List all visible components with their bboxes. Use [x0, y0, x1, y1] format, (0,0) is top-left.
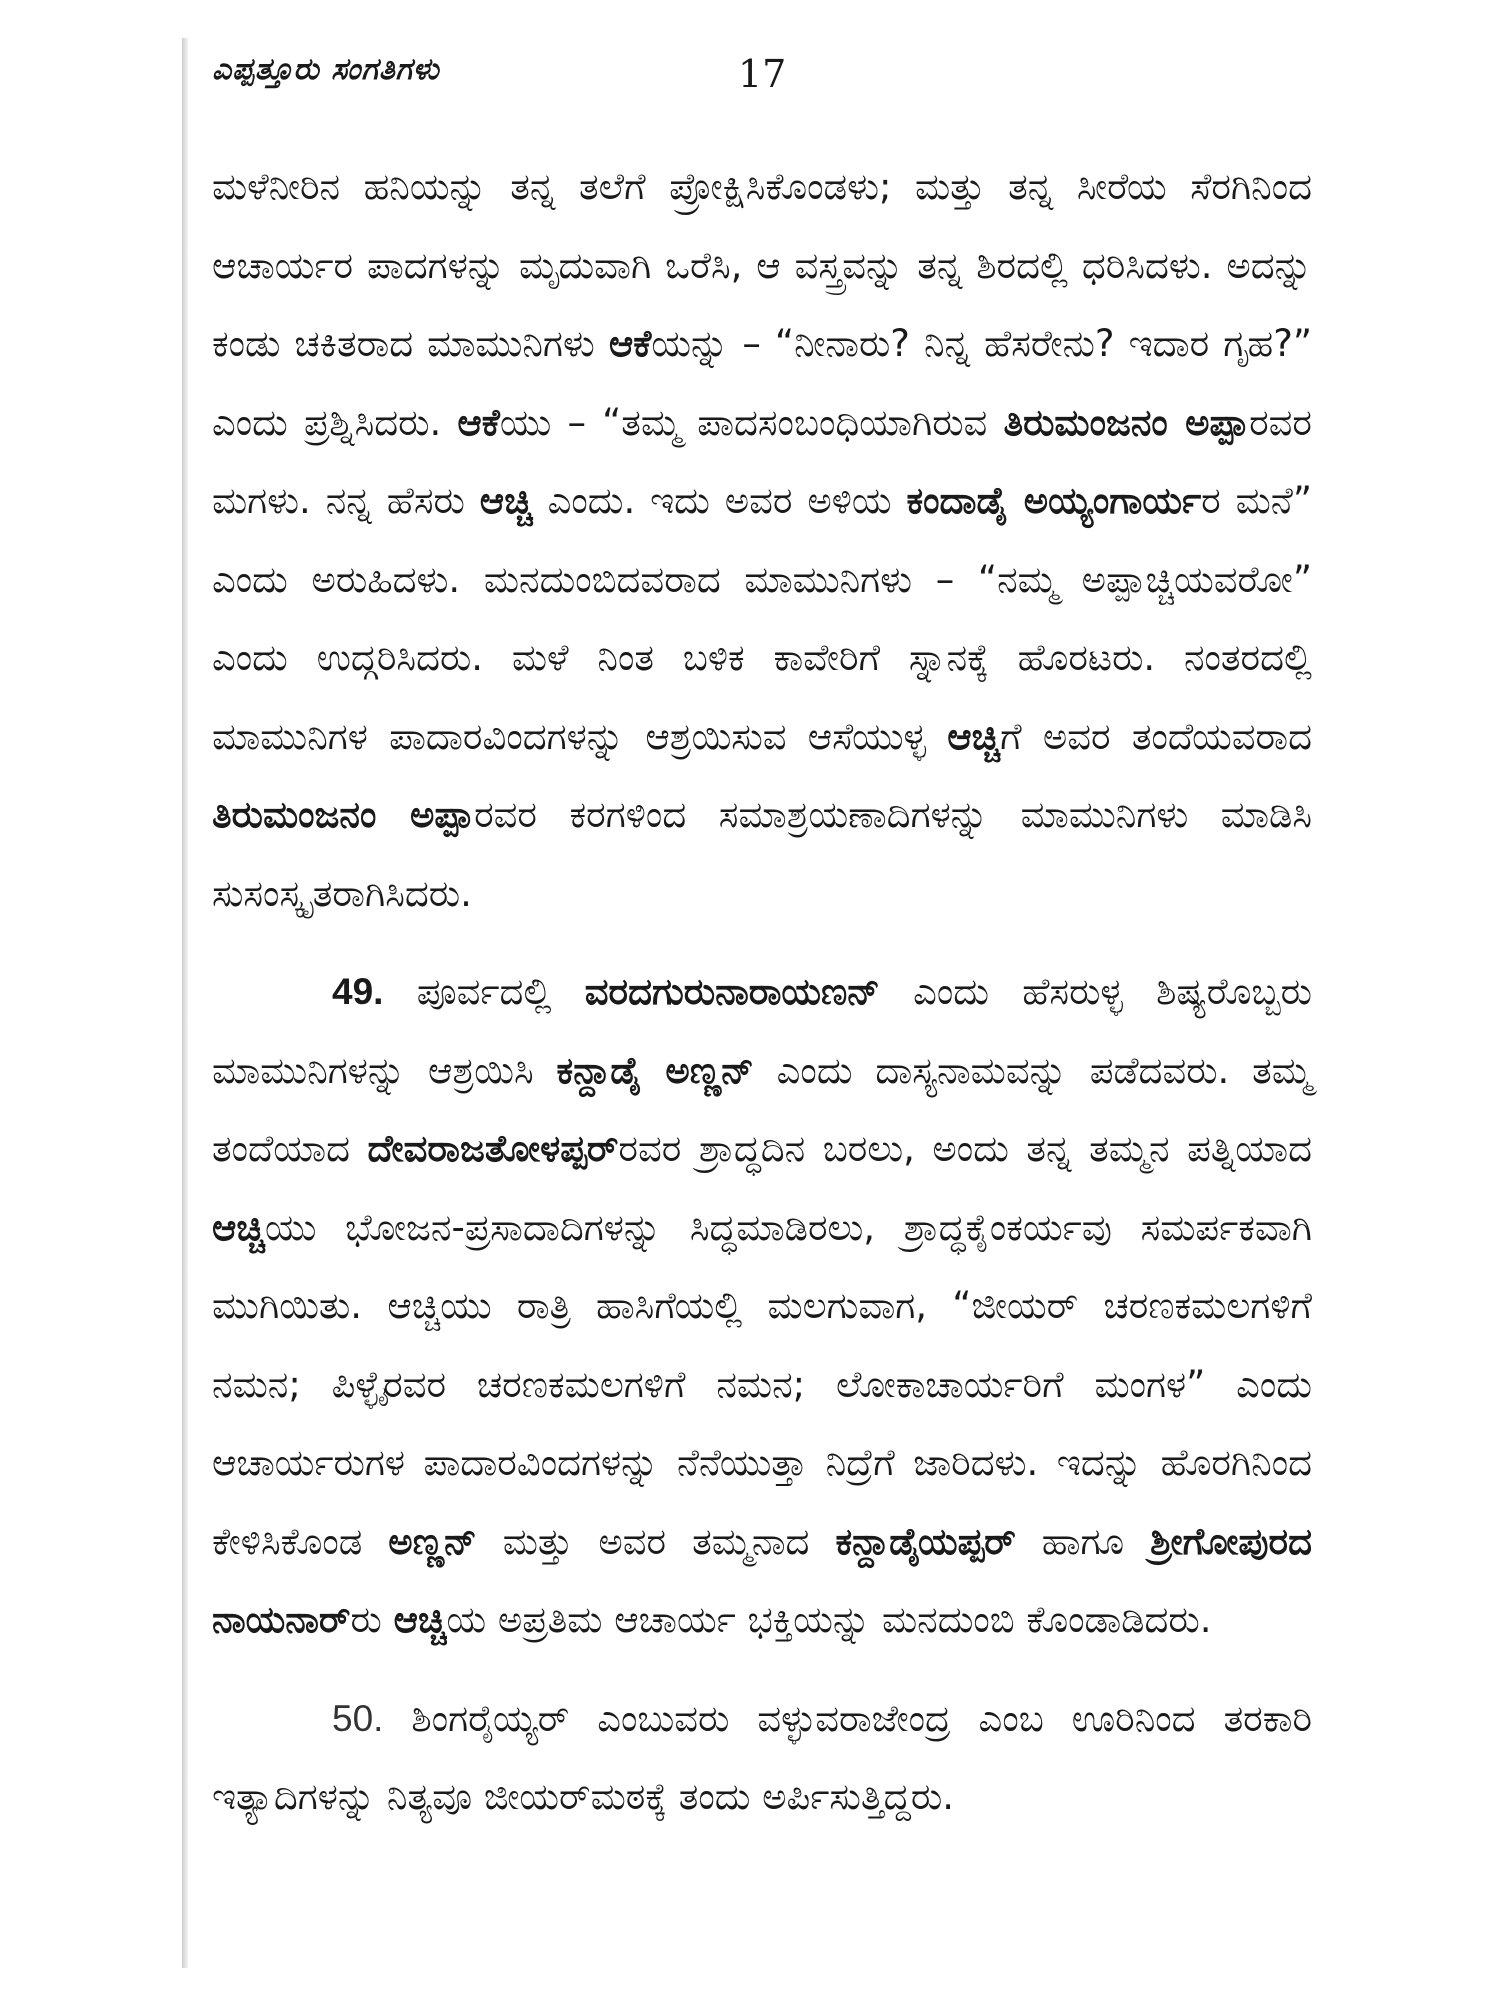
text-run: ಯು – “ತಮ್ಮ ಪಾದಸಂಬಂಧಿಯಾಗಿರುವ — [499, 400, 1004, 444]
bold-name: ಆಚ್ಚಿ — [212, 1205, 265, 1249]
bold-name: ತಿರುಮಂಜನಂ ಅಪ್ಪಾ — [1003, 400, 1250, 444]
bold-name: ಆಕೆ — [457, 400, 500, 444]
text-run: ಗೆ ಅವರ ತಂದೆಯವರಾದ — [1000, 714, 1312, 758]
text-run: ಯು ಭೋಜನ-ಪ್ರಸಾದಾದಿಗಳನ್ನು ಸಿದ್ಧಮಾಡಿರಲು, ಶ್ರಾದ್ಧಕೈಂಕರ್ಯವು ಸಮರ್ಪಕವಾಗಿ ಮುಗಿಯಿತು. ಆಚ್ಚಿಯು ರಾತ್ರಿ ಹಾಸಿಗೆಯಲ್ಲಿ ಮಲಗುವಾಗ, “ಜೀಯರ್ ಚರಣಕಮಲಗಳಿಗೆ ನಮನ; ಪಿಳ್ಳೈರವರ ಚರಣಕಮಲಗಳಿಗೆ ನಮನ; ಲೋಕಾಚಾರ್ಯರಿಗೆ ಮಂಗಳ” ಎಂದು ಆಚಾರ್ಯರುಗಳ ಪಾದಾರವಿಂದಗಳನ್ನು ನೆನೆಯುತ್ತಾ ನಿದ್ರೆಗೆ ಜಾರಿದಳು. ಇದನ್ನು ಹೊರಗಿನಿಂದ ಕೇಳಿಸಿಕೊಂಡ — [212, 1205, 1312, 1563]
text-run: ಯ ಅಪ್ರತಿಮ ಆಚಾರ್ಯ ಭಕ್ತಿಯನ್ನು ಮನದುಂಬಿ ಕೊಂಡಾಡಿದರು. — [446, 1598, 1212, 1641]
text-run: ರವರ ಮಗಳು. ನನ್ನ ಹೆಸರು — [212, 400, 1312, 522]
bold-name: ತಿರುಮಂಜನಂ ಅಪ್ಪಾ — [212, 793, 475, 836]
paragraph-49 — [212, 953, 1312, 1660]
bold-name: ಕನ್ದಾಡೈ ಅಣ್ಣನ್ — [556, 1048, 754, 1092]
text-run: ಯನ್ನು – “ನೀನಾರು? ನಿನ್ನ ಹೆಸರೇನು? ಇದಾರ ಗೃಹ?” ಎಂದು ಪ್ರಶ್ನಿಸಿದರು. — [212, 322, 1312, 444]
bold-name: ದೇವರಾಜತೋಳಪ್ಪರ್ — [367, 1127, 619, 1170]
bold-name: ಶ್ರೀಗೋಪುರದ ನಾಯನಾರ್ — [212, 1519, 1312, 1641]
text-run: ಎಂದು. ಇದು ಅವರ ಅಳಿಯ — [532, 479, 907, 522]
page-number: 17 — [738, 52, 787, 96]
text-run: ರು — [350, 1598, 394, 1641]
paragraph-50 — [212, 1680, 1312, 1837]
bold-name: ವರದಗುರುನಾರಾಯಣನ್ — [584, 970, 880, 1013]
paragraph-number: 49. — [332, 971, 384, 1012]
bold-name: ಕನ್ದಾಡೈಯಪ್ಪರ್ — [835, 1519, 1016, 1563]
bold-name: ಆಚ್ಚಿ — [479, 479, 533, 522]
bold-name: ಆಚ್ಚಿ — [393, 1598, 447, 1641]
bold-name: ಆಕೆ — [608, 322, 652, 365]
text-run: ಮತ್ತು ಅವರ ತಮ್ಮನಾದ — [476, 1519, 836, 1563]
bold-name: ಕಂದಾಡೈ ಅಯ್ಯಂಗಾರ್ಯ — [906, 479, 1202, 522]
text-run: ಶಿಂಗರೈಯ್ಯರ್ ಎಂಬುವರು ವಳ್ಳುವರಾಜೇಂದ್ರ ಎಂಬ ಊರಿನಿಂದ ತರಕಾರಿ ಇತ್ಯಾದಿಗಳನ್ನು ನಿತ್ಯವೂ ಜೀಯರ್‌ಮಠಕ್ಕೆ ತಂದು ಅರ್ಪಿಸುತ್ತಿದ್ದರು. — [212, 1696, 1312, 1818]
text-run: ರವರ ಕರಗಳಿಂದ ಸಮಾಶ್ರಯಣಾದಿಗಳನ್ನು ಮಾಮುನಿಗಳು ಮಾಡಿಸಿ ಸುಸಂಸ್ಕೃತರಾಗಿಸಿದರು. — [212, 793, 1312, 915]
running-title: ಎಪ್ಪತ್ತೂರು ಸಂಗತಿಗಳು — [212, 52, 440, 87]
text-run: ಹಾಗೂ — [1015, 1519, 1151, 1563]
text-run: ಎಂದು ದಾಸ್ಯನಾಮವನ್ನು ಪಡೆದವರು. ತಮ್ಮ ತಂದೆಯಾದ — [212, 1048, 1312, 1170]
text-run: ಮಳೆನೀರಿನ ಹನಿಯನ್ನು ತನ್ನ ತಲೆಗೆ ಪ್ರೋಕ್ಷಿಸಿಕೊಂಡಳು; ಮತ್ತು ತನ್ನ ಸೀರೆಯ ಸೆರಗಿನಿಂದ ಆಚಾರ್ಯರ ಪಾದಗಳನ್ನು ಮೃದುವಾಗಿ ಒರೆಸಿ, ಆ ವಸ್ತ್ರವನ್ನು ತನ್ನ ಶಿರದಲ್ಲಿ ಧರಿಸಿದಳು. ಅದನ್ನು ಕಂಡು ಚಕಿತರಾದ ಮಾಮುನಿಗಳು — [212, 165, 1312, 365]
text-run: ರವರ ಶ್ರಾದ್ಧದಿನ ಬರಲು, ಅಂದು ತನ್ನ ತಮ್ಮನ ಪತ್ನಿಯಾದ — [618, 1127, 1312, 1170]
paragraph-continued — [212, 148, 1312, 933]
page-binding-edge — [182, 38, 188, 1968]
text-run: ಎಂದು ಹೆಸರುಳ್ಳ ಶಿಷ್ಯರೊಬ್ಬರು ಮಾಮುನಿಗಳನ್ನು ಆಶ್ರಯಿಸಿ — [212, 970, 1312, 1092]
bold-name: ಆಚ್ಚಿ — [947, 714, 1001, 758]
bold-name: ಅಣ್ಣನ್ — [388, 1519, 477, 1563]
body-text — [212, 148, 1312, 1837]
text-run: ರ ಮನೆ” ಎಂದು ಅರುಹಿದಳು. ಮನದುಂಬಿದವರಾದ ಮಾಮುನಿಗಳು – “ನಮ್ಮ ಅಪ್ಪಾಚ್ಚಿಯವರೋ” ಎಂದು ಉದ್ಗರಿಸಿದರು. ಮಳೆ ನಿಂತ ಬಳಿಕ ಕಾವೇರಿಗೆ ಸ್ನಾನಕ್ಕೆ ಹೊರಟರು. ನಂತರದಲ್ಲಿ ಮಾಮುನಿಗಳ ಪಾದಾರವಿಂದಗಳನ್ನು ಆಶ್ರಯಿಸುವ ಆಸೆಯುಳ್ಳ — [212, 479, 1312, 758]
text-run: ಪೂರ್ವದಲ್ಲಿ — [383, 970, 585, 1013]
paragraph-number: 50. — [332, 1697, 384, 1739]
